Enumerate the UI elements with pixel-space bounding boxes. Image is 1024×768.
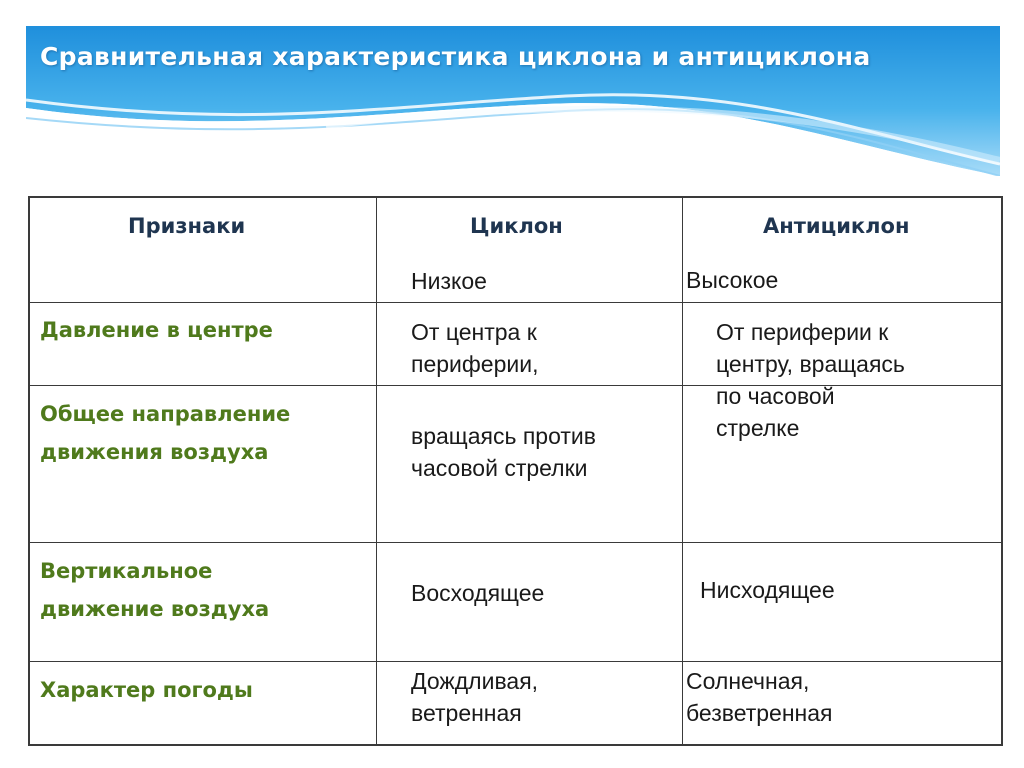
anticyclone-vertical: Нисходящее (700, 577, 835, 603)
cyclone-weather: Дождливая, ветренная (411, 668, 539, 726)
feature-pressure: Давление в центре (40, 318, 273, 342)
cyclone-pressure: Низкое (411, 268, 487, 294)
header-anticyclone: Антициклон (763, 214, 910, 238)
header-features: Признаки (128, 214, 246, 238)
page-title: Сравнительная характеристика циклона и антициклона (40, 42, 871, 71)
cyclone-rotation: вращаясь против часовой стрелки (411, 423, 596, 481)
header-cyclone: Циклон (470, 214, 563, 238)
anticyclone-direction: От периферии к центру, вращаясь по часовой стрелке (716, 319, 905, 441)
feature-direction: Общее направление движения воздуха (40, 402, 291, 464)
title-banner (26, 26, 1000, 176)
cyclone-vertical: Восходящее (411, 580, 545, 606)
cyclone-direction: От центра к периферии, (411, 319, 539, 377)
anticyclone-weather: Солнечная, безветренная (686, 668, 833, 726)
feature-vertical: Вертикальное движение воздуха (40, 559, 270, 621)
anticyclone-pressure: Высокое (686, 267, 779, 293)
feature-weather: Характер погоды (40, 678, 253, 702)
